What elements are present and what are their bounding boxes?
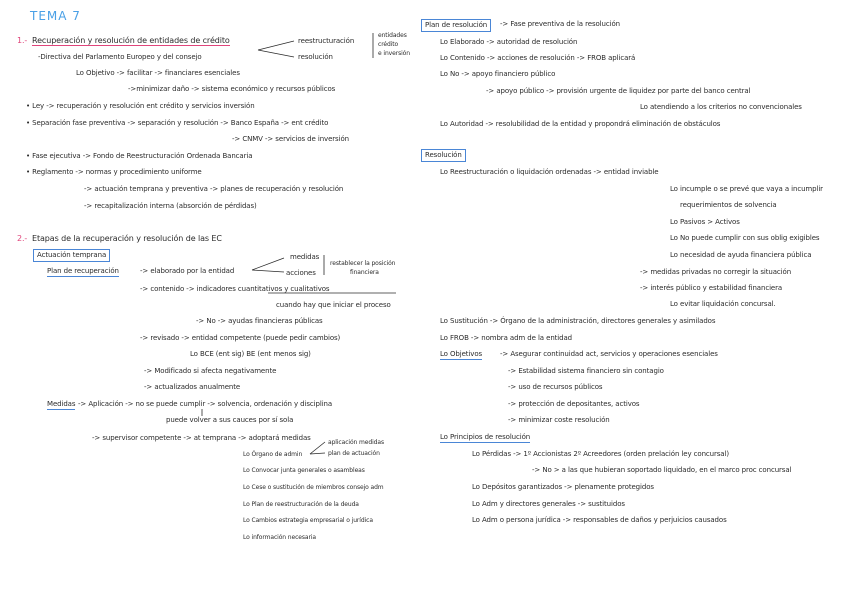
s2-line-3: cuando hay que iniciar el proceso: [276, 301, 391, 309]
r-line-2: Lo incumple o se prevé que vaya a incumplir: [670, 185, 823, 193]
s1-line-5: • Separación fase preventiva -> separación y resolución -> Banco España -> ent crédito: [26, 119, 329, 127]
s1-line-2: Lo Objetivo -> facilitar -> financiares esenciales: [76, 69, 240, 77]
branch-medidas: medidas: [290, 253, 320, 261]
branch1-note-1: restablecer la posición: [330, 260, 396, 267]
r-line-5: Lo No puede cumplir con sus oblig exigibles: [670, 234, 820, 242]
s2-line-9: -> Aplicación -> no se puede cumplir -> solvencia, ordenación y disciplina: [78, 400, 333, 408]
p-line-6: Lo atendiendo a los criterios no convencionales: [640, 103, 802, 111]
fork-branch2: [310, 442, 325, 454]
s1-line-10: -> recapitalización interna (absorción de pérdidas): [84, 202, 257, 210]
r-line-4: Lo Pasivos > Activos: [670, 218, 740, 226]
actuacion-temprana-box: Actuación temprana: [33, 249, 110, 262]
r-line-20: Lo Depósitos garantizados -> plenamente protegidos: [472, 483, 654, 491]
p-line-2: Lo Elaborado -> autoridad de resolución: [440, 38, 578, 46]
branch2-note-2: plan de actuación: [328, 450, 380, 457]
r-line-21: Lo Adm y directores generales -> sustituidos: [472, 500, 625, 508]
r-line-7: -> medidas privadas no corregir la situación: [640, 268, 792, 276]
r-line-19: -> No > a las que hubieran soportado liquidado, en el marco proc concursal: [532, 466, 792, 474]
r-line-9: Lo evitar liquidación concursal.: [670, 300, 776, 308]
s2-line-6: Lo BCE (ent sig) BE (ent menos sig): [190, 350, 311, 358]
measure-item-3: Lo Cese o sustitución de miembros consejo adm: [243, 484, 384, 491]
measure-item-4: Lo Plan de reestructuración de la deuda: [243, 501, 359, 508]
r-line-3: requerimientos de solvencia: [680, 201, 777, 209]
measure-item-1: Lo Órgano de admin: [243, 451, 303, 458]
branch-acciones: acciones: [286, 269, 316, 277]
r-line-11: Lo FROB -> nombra adm de la entidad: [440, 334, 573, 342]
section-2-heading: Etapas de la recuperación y resolución de las EC: [32, 234, 222, 243]
section-2-number: 2.-: [17, 234, 28, 243]
branch-note-2: crédito: [378, 41, 399, 48]
r-line-6: Lo necesidad de ayuda financiera pública: [670, 251, 812, 259]
fork-s1: [258, 41, 294, 57]
s1-line-1: -Directiva del Parlamento Europeo y del consejo: [38, 53, 202, 61]
r-line-14: -> uso de recursos públicos: [508, 383, 603, 391]
s1-line-3: ->minimizar daño -> sistema económico y recursos públicos: [128, 85, 336, 93]
section-1-heading: Recuperación y resolución de entidades de crédito: [32, 36, 230, 45]
s2-line-10: puede volver a sus cauces por sí sola: [166, 416, 294, 424]
measure-item-2: Lo Convocar junta generales o asambleas: [243, 467, 365, 474]
branch-resolucion: resolución: [298, 53, 333, 61]
r-line-15: -> protección de depositantes, activos: [508, 400, 640, 408]
r-line-13: -> Estabilidad sistema financiero sin contagio: [508, 367, 664, 375]
r-line-8: -> interés público y estabilidad financiera: [640, 284, 783, 292]
r-line-18: Lo Pérdidas -> 1º Accionistas 2º Acreedores (orden prelación ley concursal): [472, 450, 729, 458]
r-line-16: -> minimizar coste resolución: [508, 416, 610, 424]
medidas-label: Medidas: [47, 400, 76, 408]
p-line-3: Lo Contenido -> acciones de resolución -> FROB aplicará: [440, 54, 636, 62]
s2-line-4: -> No -> ayudas financieras públicas: [196, 317, 323, 325]
plan-resolucion-box: Plan de resolución: [421, 19, 491, 32]
r-line-10: Lo Sustitución -> Órgano de la administración, directores generales y asimilados: [440, 317, 716, 325]
r-line-1: Lo Reestructuración o liquidación ordenadas -> entidad inviable: [440, 168, 659, 176]
p-line-5: -> apoyo público -> provisión urgente de liquidez por parte del banco central: [486, 87, 751, 95]
p-line-1: -> Fase preventiva de la resolución: [500, 20, 620, 28]
s2-line-8: -> actualizados anualmente: [144, 383, 241, 391]
r-line-12: -> Asegurar continuidad act, servicios y operaciones esenciales: [500, 350, 718, 358]
s2-line-1: -> elaborado por la entidad: [140, 267, 235, 275]
measure-item-5: Lo Cambios estrategia empresarial o jurídica: [243, 517, 373, 524]
branch2-note-1: aplicación medidas: [328, 439, 384, 446]
page-title: TEMA 7: [30, 9, 81, 23]
resolucion-box: Resolución: [421, 149, 466, 162]
fork-s2: [252, 258, 284, 272]
plan-recuperacion-label: Plan de recuperación: [47, 267, 119, 275]
branch1-note-2: financiera: [350, 269, 379, 276]
r-line-22: Lo Adm o persona jurídica -> responsables de daños y perjuicios causados: [472, 516, 727, 524]
measure-item-6: Lo información necesaria: [243, 534, 316, 541]
s2-line-7: -> Modificado si afecta negativamente: [144, 367, 277, 375]
s1-line-9: -> actuación temprana y preventiva -> planes de recuperación y resolución: [84, 185, 344, 193]
s2-line-2: -> contenido -> indicadores cuantitativos y cualitativos: [140, 285, 330, 293]
branch-reestructuracion: reestructuración: [298, 37, 355, 45]
s2-line-5: -> revisado -> entidad competente (puede pedir cambios): [140, 334, 341, 342]
s1-line-8: • Reglamento -> normas y procedimiento uniforme: [26, 168, 202, 176]
branch-note-1: entidades: [378, 32, 407, 39]
p-line-4: Lo No -> apoyo financiero público: [440, 70, 556, 78]
s2-line-11: -> supervisor competente -> at temprana -> adoptará medidas: [92, 434, 311, 442]
objetivos-label: Lo Objetivos: [440, 350, 483, 358]
p-line-7: Lo Autoridad -> resolubilidad de la entidad y propondrá eliminación de obstáculos: [440, 120, 721, 128]
principios-label: Lo Principios de resolución: [440, 433, 531, 441]
s1-line-4: • Ley -> recuperación y resolución ent crédito y servicios inversión: [26, 102, 255, 110]
s1-line-7: • Fase ejecutiva -> Fondo de Reestructuración Ordenada Bancaria: [26, 152, 253, 160]
branch-note-3: e inversión: [378, 50, 410, 57]
s1-line-6: -> CNMV -> servicios de inversión: [232, 135, 349, 143]
section-1-number: 1.-: [17, 36, 28, 45]
